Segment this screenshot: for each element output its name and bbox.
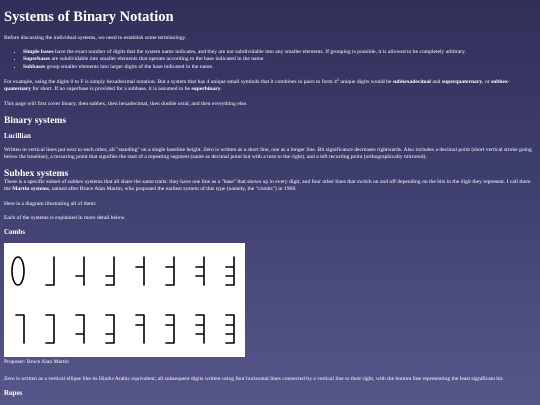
term-simple-bases: Simple bases [23,49,54,56]
comb-digit-a [76,315,84,343]
lucillian-paragraph: Written in vertical lines put next to each other, all "standing" on a single baseline height. Zero is written as a short line, one as a longer line. Bit significance decreases rightwards. Also includes a decimal point (short vertical stroke going below the baseline), a recurring point that signifies the start of a repeating segment (same as decimal point but with a turn to the right), and a left recurring point (orthographically mirrored). [4,147,532,161]
combs-paragraph: Zero is written as a vertical ellipse like its Hindu-Arabic equivalent; all subsequent digits written using four horizontal lines connected by a vertical line to their right, with the bottom line representing the least significant bit. [4,376,504,383]
intro-paragraph: Before discussing the individual systems, we need to establish some terminology. [4,34,187,41]
terminology-list [4,49,536,71]
comb-digit-0 [12,257,24,285]
term-superbinary: superbinary [191,86,221,93]
detail-note: Each of the systems is explained in more detail below. [4,214,126,221]
list-item [23,49,536,56]
subhex-systems-heading: Subhex systems [4,167,69,179]
term-superbases-text: are subdividable into smaller elements that operate according to the base indicated in the name. [50,56,265,63]
list-item [23,64,536,71]
term-subbases: Subbases [23,63,46,70]
comb-digit-e [196,315,204,343]
term-subhex-quaternary: subhex-quaternary [4,79,510,93]
comb-digit-d [166,315,174,343]
comb-digit-1 [46,257,54,285]
binary-systems-heading: Binary systems [4,114,67,126]
comb-digit-8 [16,315,24,343]
ropes-heading: Ropes [4,389,23,398]
comb-digit-c [136,315,144,343]
term-superquaternary: superquaternary [441,79,483,85]
term-simple-bases-text: have the exact number of digits that the system name indicates, and they are not subdividable into any smaller elements. If grouping is possible, it is allowed to be completely arbitrary. [53,49,467,56]
comb-digit-5 [166,257,174,285]
combs-heading: Combs [4,228,26,237]
combs-digit-chart [4,243,245,357]
comb-digit-4 [136,257,144,285]
combs-proposer-caption: Proposer: Bruce Alan Martin [4,358,69,365]
example-text: for short. If no superbase is provided for a subbase, it is assumed to be [31,86,192,93]
example-text: unique digits would be [338,79,393,85]
example-text: . [220,86,222,93]
example-text: , or [482,79,491,85]
example-paragraph [4,79,536,94]
subhex-text: , named after Bruce Alan Martin, who proposed the earliest system of this type (namely, the "combs") in 1968. [49,186,297,193]
term-martin-systems: Martin systems [12,186,50,193]
term-subbases-text: group smaller elements into larger digits of the base indicated in the name. [45,63,214,70]
comb-digit-3 [106,257,114,285]
subhex-text: There is a specific subset of subhex systems that all share the same traits: they have one line as a "base" that shows up in every digit, and four other lines that switch on and off depending on the bits in the digit they represent. I call them the [4,179,531,193]
comb-digit-9 [46,315,54,343]
page-title: Systems of Binary Notation [4,9,174,25]
lucillian-heading: Lucillian [4,132,31,141]
example-text: For example, using the digits 0 to F is simply hexadecimal notation. But a system that has 4 unique small symbols that it combines in pairs to form 4 [4,79,337,85]
list-item [23,56,536,63]
term-subhexadecimal: subhexadecimal [392,79,431,85]
exponent: 2 [336,77,339,82]
comb-digit-f [226,315,234,343]
comb-digit-2 [76,257,84,285]
order-paragraph: This page will first cover binary, then subhex, then hexadecimal, then double octal, and then everything else. [4,100,248,107]
subhex-paragraph [4,179,536,194]
comb-digit-b [106,315,114,343]
term-superbases: Superbases [23,56,51,63]
example-text: and [430,79,442,85]
comb-digit-6 [196,257,204,285]
comb-digit-7 [226,257,234,285]
diagram-intro: Here is a diagram illustrating all of them: [4,200,97,207]
